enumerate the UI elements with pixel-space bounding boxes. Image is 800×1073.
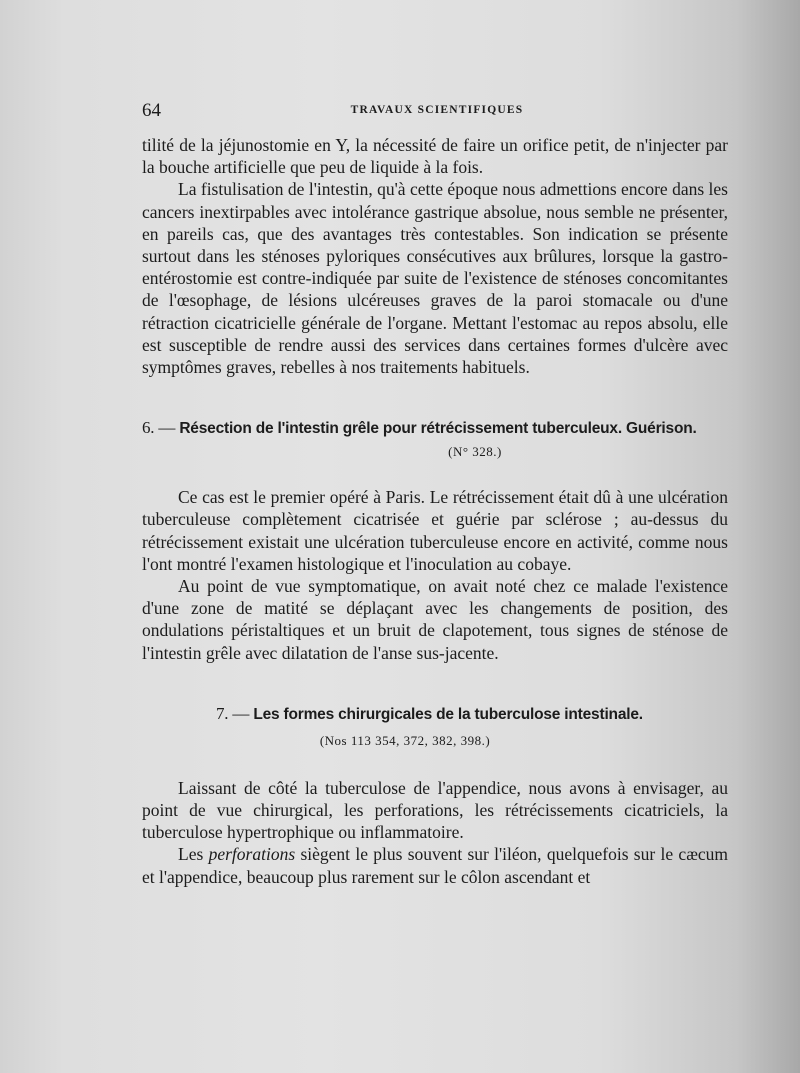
page-header [142, 100, 732, 124]
section-7-paragraph-2-rest: siègent le plus souvent sur l'iléon, quelquefois sur le cæcum et l'appendice, beaucoup plus rarement sur le côlon ascendant et [142, 844, 729, 887]
section-6-number: 6. — [142, 418, 176, 438]
section-7-heading [142, 704, 728, 724]
perforations-emphasis: perforations [208, 844, 296, 865]
section-7-paragraph-2-lead: Les [178, 844, 204, 865]
section-7-paragraph-2 [142, 843, 728, 887]
section-6-paragraph-2: Au point de vue symptomatique, on avait noté chez ce malade l'existence d'une zone de matité se déplaçant avec les changements de position, des ondulations péristaltiques et un bruit de clapotement, tous signes de sténose de l'intestin grêle avec dilatation de l'anse sus-jacente. [142, 576, 728, 663]
section-7-paragraph-1: Laissant de côté la tuberculose de l'appendice, nous avons à envisager, au point de vue chirurgical, les perforations, les rétrécissements cicatriciels, la tuberculose hypertrophique ou inflammatoire. [142, 777, 728, 843]
paragraph-fistulisation: La fistulisation de l'intestin, qu'à cette époque nous admettions encore dans les cancers inextirpables avec intolérance gastrique absolue, nous semble ne présenter, en pareils cas, que des avantages très contestables. Son indication se présente surtout dans les sténoses pyloriques consécutives aux brûlures, lorsque la gastro-entérostomie est contre-indiquée par suite de l'existence de sténoses concomitantes de l'œsophage, de lésions ulcéreuses graves de la paroi stomacale ou d'une rétraction cicatricielle générale de l'organe. Mettant l'estomac au repos absolu, elle est susceptible de rendre aussi des services dans certaines formes d'ulcère avec symptômes graves, rebelles à nos traitements habituels. [142, 179, 728, 378]
section-6-title: Résection de l'intestin grêle pour rétrécissement tuberculeux. Guérison. [179, 420, 697, 438]
section-6-heading [142, 418, 728, 438]
section-6-reference: (N° 328.) [448, 444, 502, 460]
section-7-reference: (Nos 113 354, 372, 382, 398.) [319, 732, 491, 748]
section-7-number: 7. — [216, 703, 250, 723]
running-title: TRAVAUX SCIENTIFIQUES [350, 104, 524, 116]
page-body [142, 134, 728, 888]
section-6-paragraph-1: Ce cas est le premier opéré à Paris. Le rétrécissement était dû à une ulcération tuberculeuse complètement cicatrisée et guérie par sclérose ; au-dessus du rétrécissement existait une ulcération tuberculeuse encore en activité, comme nous l'ont montré l'examen histologique et l'inoculation au cobaye. [142, 487, 728, 574]
page-number: 64 [142, 100, 161, 121]
paragraph-continuation: tilité de la jéjunostomie en Y, la nécessité de faire un orifice petit, de n'injecter par la bouche artificielle que peu de liquide à la fois. [142, 135, 728, 178]
section-7-title: Les formes chirurgicales de la tuberculose intestinale. [253, 705, 643, 723]
